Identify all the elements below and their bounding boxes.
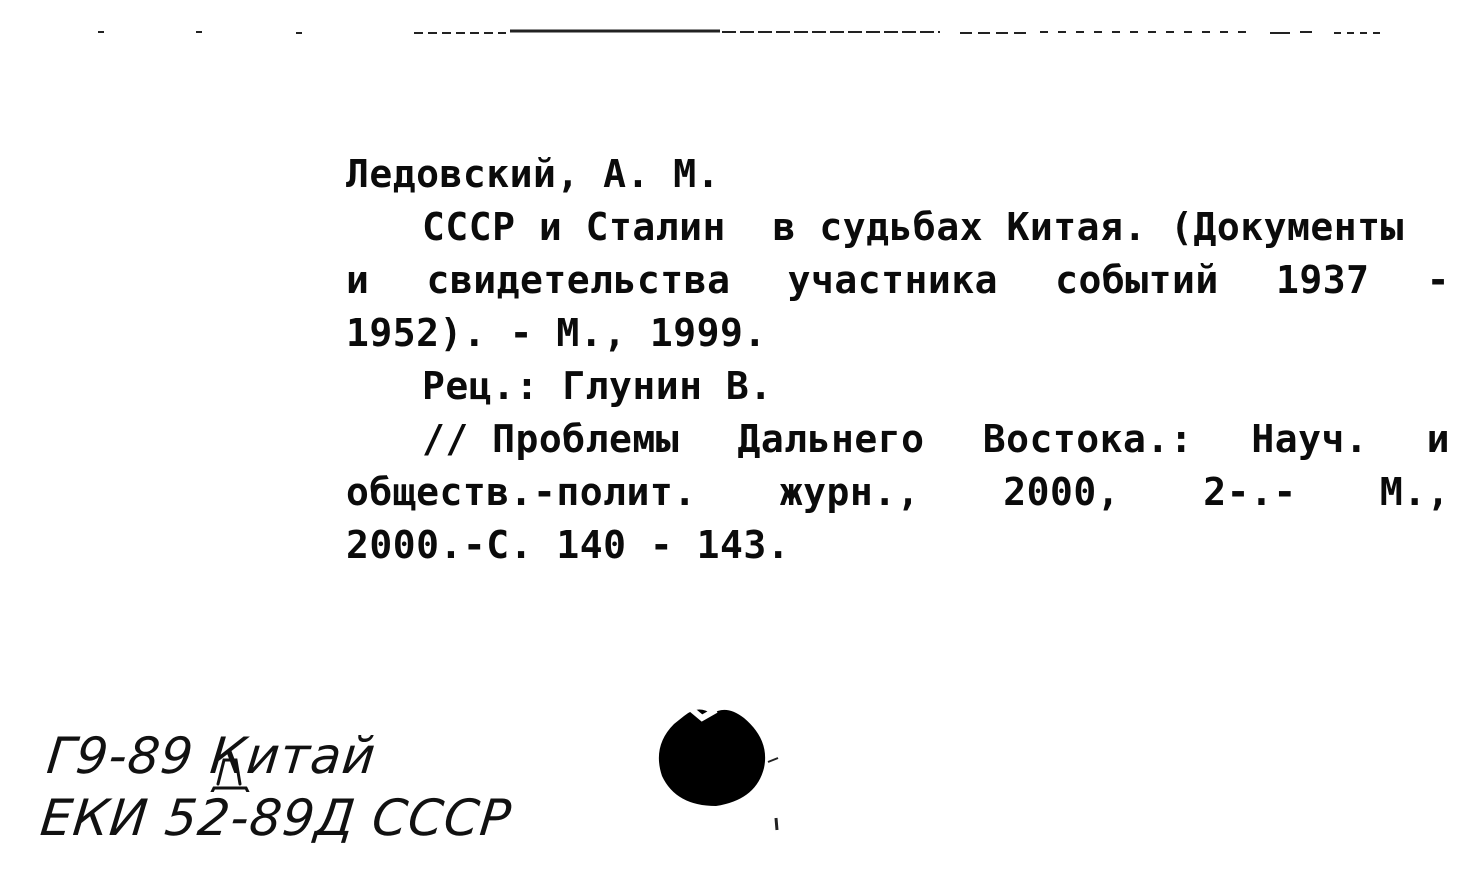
source-line-1-word: и xyxy=(1426,417,1450,461)
source-line-2-word: журн., xyxy=(779,470,921,514)
source-line-3: 2000.-С. 140 - 143. xyxy=(346,523,791,567)
source-line-2-word: обществ.-полит. xyxy=(346,470,697,514)
source-line-1-word: Востока.: xyxy=(982,417,1194,461)
author-line: Ледовский, А. М. xyxy=(346,152,721,196)
source-line-2-word: 2-.- xyxy=(1203,470,1297,514)
source-line-1-word: Науч. xyxy=(1251,417,1369,461)
source-line-2-word: 2000, xyxy=(1003,470,1121,514)
handwritten-line-2: ЕКИ 52-89Д СССР xyxy=(37,789,515,847)
source-line-2-word: М., xyxy=(1379,470,1450,514)
title-line-2-word: и xyxy=(346,258,370,302)
review-line: Рец.: Глунин В. xyxy=(422,364,773,408)
title-line-3: 1952). - М., 1999. xyxy=(346,311,767,355)
source-line-1-word: // Проблемы xyxy=(422,417,680,461)
title-line-2-word: событий xyxy=(1055,258,1219,302)
title-line-2-word: - xyxy=(1426,258,1450,302)
title-line-2-word: участника xyxy=(787,258,998,302)
title-line-2-word: 1937 xyxy=(1275,258,1370,302)
handwritten-line-1: Г9-89 Китай xyxy=(44,727,379,785)
source-line-1-word: Дальнего xyxy=(737,417,925,461)
title-line-1: СССР и Сталин в судьбах Китая. (Документы xyxy=(422,205,1404,249)
title-line-2-word: свидетельства xyxy=(426,258,731,302)
